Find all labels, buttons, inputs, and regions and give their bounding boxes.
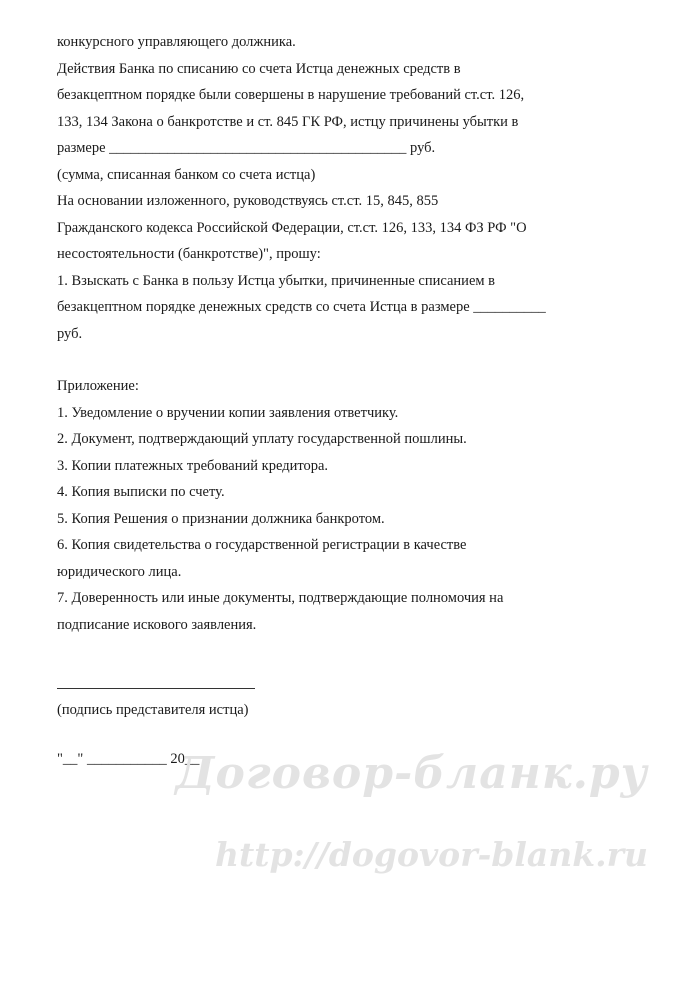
attachment-item: 1. Уведомление о вручении копии заявления ответчику. — [57, 404, 399, 421]
text-line: руб. — [57, 325, 83, 342]
attachment-item: 3. Копии платежных требований кредитора. — [57, 457, 329, 474]
text-line: размере _________________________________________ руб. — [57, 140, 436, 156]
attachment-item: юридического лица. — [57, 563, 182, 580]
attachments-section — [57, 373, 657, 638]
watermark-title: Договор-бланк.ру — [175, 748, 648, 799]
signature-line — [57, 674, 255, 689]
text-line: безакцептном порядке были совершены в нарушение требований ст.ст. 126, — [57, 87, 525, 103]
watermark-url: http://dogovor-blank.ru — [215, 835, 648, 874]
text-line: (сумма, списанная банком со счета истца) — [57, 166, 316, 183]
attachment-item: 7. Доверенность или иные документы, подтверждающие полномочия на — [57, 590, 504, 606]
text-line: конкурсного управляющего должника. — [57, 34, 296, 50]
text-line: Гражданского кодекса Российской Федерации, ст.ст. 126, 133, 134 ФЗ РФ "О — [57, 219, 527, 236]
attachment-item: подписание искового заявления. — [57, 616, 257, 633]
text-line: несостоятельности (банкротстве)", прошу: — [57, 246, 321, 262]
text-line: На основании изложенного, руководствуясь ст.ст. 15, 845, 855 — [57, 193, 439, 209]
spacer — [57, 638, 657, 674]
text-line: Действия Банка по списанию со счета Истца денежных средств в — [57, 60, 461, 77]
attachment-item: 4. Копия выписки по счету. — [57, 484, 225, 500]
attachment-item: 6. Копия свидетельства о государственной регистрации в качестве — [57, 537, 467, 553]
text-line: 133, 134 Закона о банкротстве и ст. 845 ГК РФ, истцу причинены убытки в — [57, 113, 519, 130]
date-line: "__" ___________ 20__ г. — [57, 750, 211, 767]
spacer — [57, 347, 657, 373]
signature-caption: (подпись представителя истца) — [57, 702, 249, 718]
text-line: безакцептном порядке денежных средств со счета Истца в размере __________ — [57, 299, 546, 315]
body-text-block — [57, 29, 657, 347]
document-body — [57, 29, 657, 772]
attachment-item: 2. Документ, подтверждающий уплату государственной пошлины. — [57, 431, 467, 447]
text-line: 1. Взыскать с Банка в пользу Истца убытки, причиненные списанием в — [57, 272, 496, 289]
attachments-heading: Приложение: — [57, 378, 139, 394]
attachment-item: 5. Копия Решения о признании должника банкротом. — [57, 510, 385, 527]
